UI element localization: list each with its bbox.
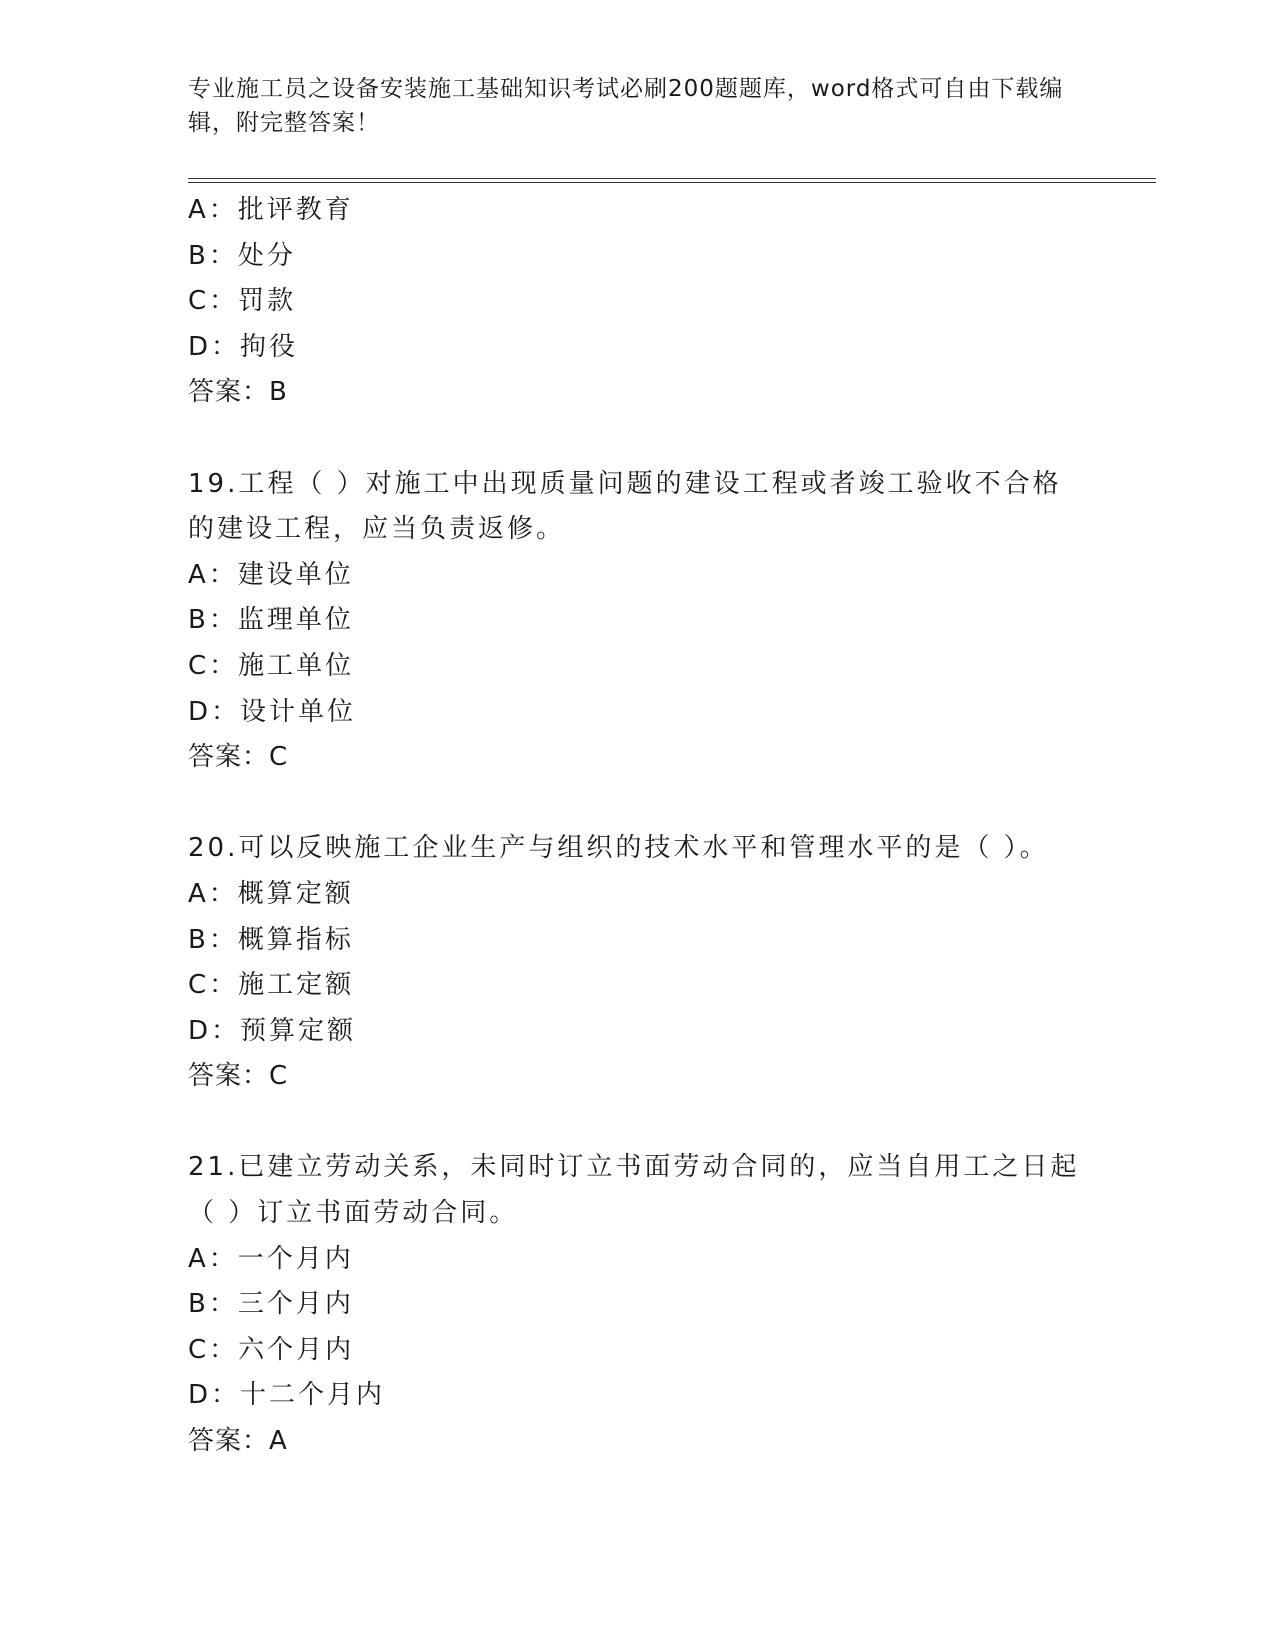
- answer-line: 答案：A: [188, 1426, 288, 1457]
- spacer: [188, 416, 1148, 462]
- option-c: C：罚款: [188, 286, 297, 317]
- answer-line: 答案：C: [188, 742, 289, 773]
- question-text: 19.工程（ ）对施工中出现质量问题的建设工程或者竣工验收不合格: [188, 468, 1062, 499]
- question-21: [188, 1145, 1148, 1464]
- question-19: [188, 462, 1148, 781]
- option-d: D：十二个月内: [188, 1380, 386, 1411]
- option-c: C：六个月内: [188, 1334, 355, 1365]
- question-text-continued: 的建设工程，应当负责返修。: [188, 514, 566, 545]
- question-18-continuation: [188, 188, 1148, 416]
- option-a: A：建设单位: [188, 559, 354, 590]
- question-list: [188, 188, 1148, 1465]
- spacer: [188, 1100, 1148, 1146]
- option-d: D：预算定额: [188, 1015, 357, 1046]
- option-b: B：处分: [188, 240, 296, 271]
- option-c: C：施工单位: [188, 650, 355, 681]
- answer-line: 答案：C: [188, 1061, 289, 1092]
- option-d: D：设计单位: [188, 696, 357, 727]
- question-text: 20.可以反映施工企业生产与组织的技术水平和管理水平的是（ ）。: [188, 833, 1049, 864]
- option-d: D：拘役: [188, 331, 299, 362]
- question-text: 21.已建立劳动关系，未同时订立书面劳动合同的，应当自用工之日起: [188, 1152, 1080, 1183]
- question-text-continued: （ ）订立书面劳动合同。: [188, 1198, 519, 1229]
- question-20: [188, 826, 1148, 1100]
- spacer: [188, 781, 1148, 827]
- option-c: C：施工定额: [188, 970, 355, 1001]
- option-b: B：监理单位: [188, 605, 354, 636]
- header-title: 专业施工员之设备安装施工基础知识考试必刷200题题库，word格式可自由下载编辑，附完整答案！: [188, 76, 1064, 136]
- option-a: A：概算定额: [188, 878, 354, 909]
- option-a: A：一个月内: [188, 1243, 354, 1274]
- answer-line: 答案：B: [188, 377, 288, 408]
- option-a: A：批评教育: [188, 195, 354, 225]
- option-b: B：概算指标: [188, 924, 354, 955]
- header-double-rule: [188, 178, 1156, 183]
- document-header: [188, 72, 1088, 140]
- option-b: B：三个月内: [188, 1289, 354, 1320]
